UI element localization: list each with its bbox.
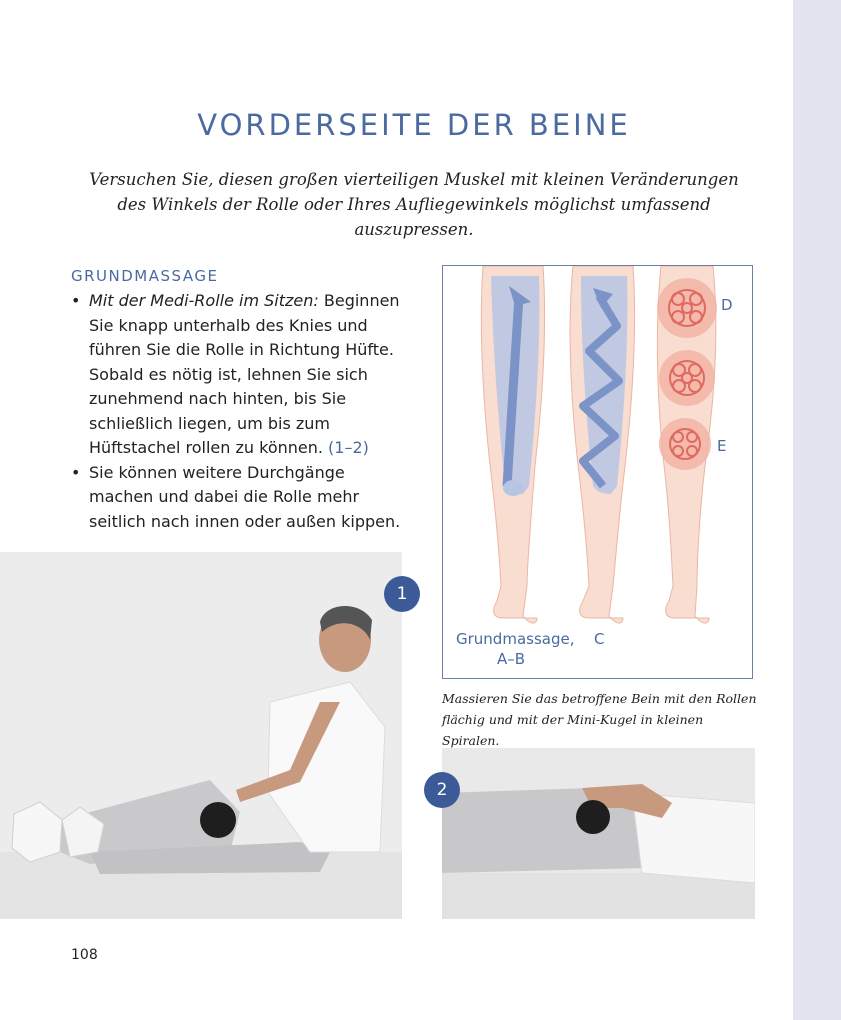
section-heading: GRUNDMASSAGE <box>71 267 219 285</box>
leg-d-e <box>657 266 717 623</box>
leg-c <box>570 266 635 623</box>
leg-a-b <box>481 266 544 623</box>
photo-badge-2: 2 <box>424 772 460 808</box>
instruction-list <box>71 289 406 534</box>
page-edge-band <box>793 0 841 1020</box>
photo-badge-1: 1 <box>384 576 420 612</box>
photo-2-illustration <box>442 748 755 919</box>
label-e: E <box>717 437 727 455</box>
bullet-text: Sie können weitere Durchgänge machen und dabei die Rolle mehr seitlich nach innen oder außen kippen. <box>89 462 401 531</box>
leg-illustration <box>442 265 753 679</box>
label-a-b: A–B <box>497 650 526 668</box>
intro-paragraph: Versuchen Sie, diesen großen vierteiligen Muskel mit kleinen Veränderungen des Winkels der Rolle oder Ihres Aufliegewinkels möglichst umfassend auszupressen. <box>89 170 739 239</box>
bullet-text: Beginnen Sie knapp unterhalb des Knies und führen Sie die Rolle in Richtung Hüfte. Sobald es nötig ist, lehnen Sie sich zunehmend nach hinten, bis Sie schließlich liegen, um bis zum Hüftstachel rollen zu können. <box>89 291 400 457</box>
list-item <box>71 289 406 461</box>
photo-lying-roller <box>442 748 755 919</box>
photo-seated-roller <box>0 552 402 919</box>
label-d: D <box>721 296 733 314</box>
page-title: VORDERSEITE DER BEINE <box>197 108 631 142</box>
photo-1-illustration <box>0 552 402 919</box>
figure-caption: Massieren Sie das betroffene Bein mit den Rollen flächig und mit der Mini-Kugel in kleinen Spiralen. <box>442 691 757 748</box>
photo-reference: (1–2) <box>328 438 369 457</box>
page-number: 108 <box>71 947 98 963</box>
bullet-lead: Mit der Medi-Rolle im Sitzen: <box>89 291 319 310</box>
label-grundmassage: Grundmassage, <box>456 630 575 648</box>
label-c: C <box>594 630 605 648</box>
legs-svg <box>443 266 753 679</box>
list-item <box>71 461 406 535</box>
